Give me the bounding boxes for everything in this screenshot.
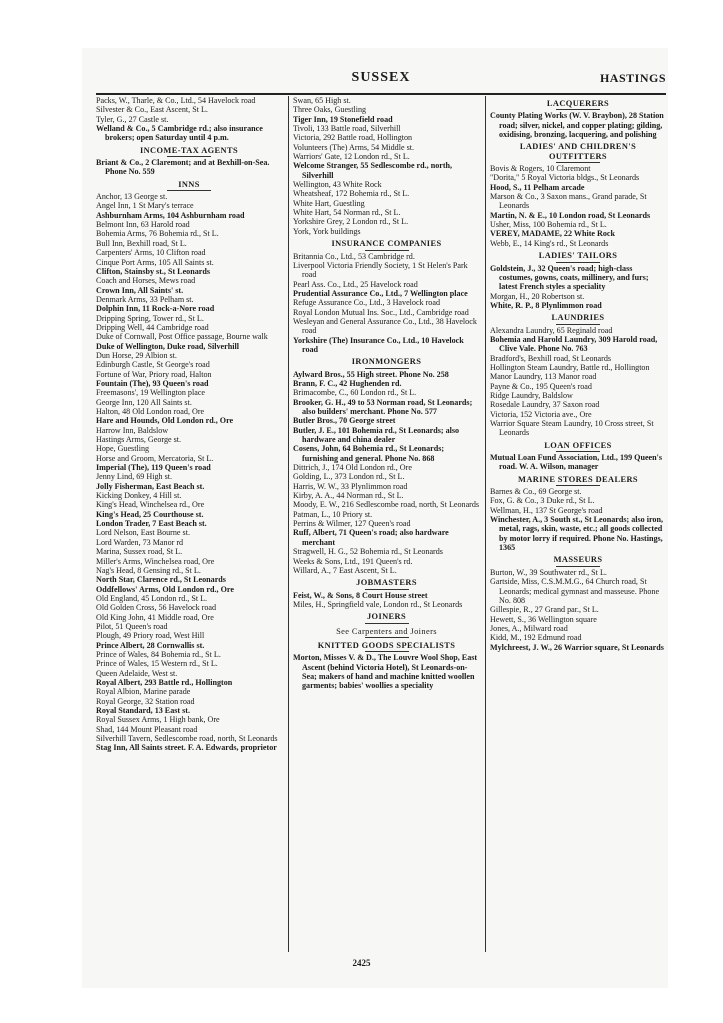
directory-entry: Wellington, 43 White Rock xyxy=(293,180,382,190)
directory-entry: Ruff, Albert, 71 Queen's road; also hardware merchant xyxy=(293,528,449,547)
directory-entry: Wheatsheaf, 172 Bohemia rd., St L. xyxy=(293,189,410,199)
section-heading: KNITTED GOODS SPECIALISTS xyxy=(293,641,480,652)
directory-entry: Prince of Wales, 84 Bohemia rd., St L. xyxy=(96,649,221,659)
section-heading: INCOME-TAX AGENTS xyxy=(96,146,282,157)
directory-entry: Royal Standard, 13 East st. xyxy=(96,706,190,715)
directory-entry: Duke of Wellington, Duke road, Silverhill xyxy=(96,341,239,351)
directory-entry: Fortune of War, Priory road, Halton xyxy=(96,369,212,379)
directory-entry: Horse and Groom, Mercatoria, St L. xyxy=(96,453,214,463)
section-heading: LOAN OFFICES xyxy=(490,441,666,452)
directory-entry: Lord Nelson, East Bourne st. xyxy=(96,528,190,538)
section-heading: IRONMONGERS xyxy=(293,357,480,368)
directory-entry: Old England, 45 London rd., St L. xyxy=(96,593,208,603)
directory-entry: North Star, Clarence rd., St Leonards xyxy=(96,575,226,585)
section-heading: MASSEURS xyxy=(490,555,666,566)
page-title: SUSSEX xyxy=(351,70,411,85)
directory-entry: Bull Inn, Bexhill road, St L. xyxy=(96,238,187,248)
section-heading: JOBMASTERS xyxy=(293,578,480,589)
directory-entry: London Trader, 7 East Beach st. xyxy=(96,519,207,529)
directory-entry: Cosens, John, 64 Bohemia rd., St Leonards; furnishing and general. Phone No. 868 xyxy=(293,444,445,463)
directory-entry: Jolly Fisherman, East Beach st. xyxy=(96,481,205,491)
directory-entry: Warrior Square Steam Laundry, 10 Cross street, St Leonards xyxy=(490,419,654,438)
page-number: 2425 xyxy=(352,958,371,968)
directory-entry: Hope, Guestling xyxy=(96,444,150,454)
directory-entry: Alexandra Laundry, 65 Reginald road xyxy=(490,325,613,335)
directory-entry: Liverpool Victoria Friendly Society, 1 St Helen's Park road xyxy=(293,260,468,280)
directory-entry: Barnes & Co., 69 George st. xyxy=(490,487,582,497)
directory-entry: Plough, 49 Priory road, West Hill xyxy=(96,631,205,641)
directory-entry: Wesleyan and General Assurance Co., Ltd., 38 Havelock road xyxy=(293,316,477,336)
cross-reference: See Carpenters and Joiners xyxy=(293,627,480,638)
directory-entry: Shad, 144 Mount Pleasant road xyxy=(96,724,198,734)
directory-entry: Brimacombe, C., 60 London rd., St L. xyxy=(293,388,417,398)
directory-entry: Belmont Inn, 63 Harold road xyxy=(96,220,190,230)
directory-entry: Harrow Inn, Baldslow xyxy=(96,425,169,435)
directory-entry: Welcome Stranger, 55 Sedlescombe rd., north, Silverhill xyxy=(293,161,453,180)
directory-entry: Freemasons', 19 Wellington place xyxy=(96,388,206,398)
directory-entry: County Plating Works (W. V. Braybon), 28 Station road; silver, nickel, and copper plating; gilding, oxidising, bronzing, lacquering, and polishing xyxy=(490,111,664,140)
directory-entry: Fountain (The), 93 Queen's road xyxy=(96,378,209,388)
directory-entry: Queen Adelaide, West st. xyxy=(96,668,178,678)
section-heading: JOINERS xyxy=(293,612,480,623)
directory-entry: Dripping Spring, Tower rd., St L. xyxy=(96,313,204,323)
directory-entry: Gillespie, R., 27 Grand par., St L. xyxy=(490,605,599,615)
directory-entry: Miles, H., Springfield vale, London rd., St Leonards xyxy=(293,599,463,609)
directory-entry: Refuge Assurance Co., Ltd., 3 Havelock road xyxy=(293,298,440,308)
directory-entry: Bohemia Arms, 76 Bohemia rd., St L. xyxy=(96,229,219,239)
directory-entry: Weeks & Sons, Ltd., 191 Queen's rd. xyxy=(293,556,413,566)
header-rule xyxy=(96,93,666,95)
section-heading: INNS xyxy=(96,180,282,191)
directory-entry: Yorkshire (The) Insurance Co., Ltd., 10 Havelock road xyxy=(293,335,464,354)
directory-entry: Perrins & Wilmer, 127 Queen's road xyxy=(293,519,411,529)
directory-entry: Welland & Co., 5 Cambridge rd.; also insurance brokers; open Saturday until 4 p.m. xyxy=(96,124,263,143)
section-heading: LADIES' AND CHILDREN'S OUTFITTERS xyxy=(490,142,666,163)
directory-entry: Usher, Miss, 100 Bohemia rd., St L. xyxy=(490,220,607,230)
directory-entry: Tivoli, 133 Battle road, Silverhill xyxy=(293,124,401,134)
directory-entry: Goldstein, J., 32 Queen's road; high-class costumes, gowns, coats, millinery, and furs; latest French styles a speciality xyxy=(490,263,649,292)
directory-entry: Brann, F. C., 42 Hughenden rd. xyxy=(293,378,402,388)
directory-entry: Britannia Co., Ltd., 53 Cambridge rd. xyxy=(293,251,415,261)
directory-entry: Gartside, Miss, C.S.M.M.G., 64 Church road, St Leonards; medical gymnast and masseuse. Phone No. 808 xyxy=(490,577,660,605)
section-heading: LAUNDRIES xyxy=(490,313,666,324)
directory-entry: King's Head, 25 Courthouse st. xyxy=(96,509,204,519)
directory-entry: Webb, E., 14 King's rd., St Leonards xyxy=(490,238,609,248)
directory-entry: VEREY, MADAME, 22 White Rock xyxy=(490,229,616,239)
directory-entry: Golding, L., 373 London rd., St L. xyxy=(293,472,405,482)
directory-entry: Dripping Well, 44 Cambridge road xyxy=(96,322,209,332)
directory-entry: Bovis & Rogers, 10 Claremont xyxy=(490,164,591,174)
directory-entry: Volunteers (The) Arms, 54 Middle st. xyxy=(293,142,415,152)
section-heading: LADIES' TAILORS xyxy=(490,251,666,262)
directory-entry: Willard, A., 7 East Ascent, St L. xyxy=(293,565,397,575)
directory-entry: Angel Inn, 1 St Mary's terrace xyxy=(96,201,194,211)
directory-entry: Lord Warden, 73 Manor rd xyxy=(96,537,184,547)
directory-entry: Mylchreest, J. W., 26 Warrior square, St Leonards xyxy=(490,642,664,652)
directory-entry: Marson & Co., 3 Saxon mans., Grand parade, St Leonards xyxy=(490,192,647,211)
directory-entry: Edinburgh Castle, St George's road xyxy=(96,360,210,370)
directory-entry: Dun Horse, 29 Albion st. xyxy=(96,350,177,360)
directory-entry: King's Head, Winchelsea rd., Ore xyxy=(96,500,205,510)
directory-entry: Morton, Misses V. & D., The Louvre Wool Shop, East Ascent (behind Victoria Hotel), St Leonards-on-Sea; makers of hand and machine knitted woollen garments; babies' woollies a speciality xyxy=(293,653,478,691)
directory-entry: Imperial (The), 119 Queen's road xyxy=(96,463,211,473)
directory-entry: Bohemia and Harold Laundry, 309 Harold road, Clive Vale. Phone No. 763 xyxy=(490,334,658,354)
directory-entry: Moody, E. W., 216 Sedlescombe road, north, St Leonards xyxy=(293,500,480,510)
section-heading: MARINE STORES DEALERS xyxy=(490,475,666,486)
directory-entry: Burton, W., 39 Southwater rd., St L. xyxy=(490,567,607,577)
directory-entry: George Inn, 120 All Saints st. xyxy=(96,397,192,407)
directory-entry: Ridge Laundry, Baldslow xyxy=(490,390,573,400)
directory-entry: Bradford's, Bexhill road, St Leonards xyxy=(490,353,612,363)
directory-entry: Hare and Hounds, Old London rd., Ore xyxy=(96,416,234,426)
directory-entry: Stag Inn, All Saints street. F. A. Edwards, proprietor xyxy=(96,743,277,753)
directory-entry: Miller's Arms, Winchelsea road, Ore xyxy=(96,556,215,566)
directory-entry: Tiger Inn, 19 Stonefield road xyxy=(293,114,393,124)
directory-entry: Pilot, 51 Queen's road xyxy=(96,621,168,631)
directory-entry: Royal Sussex Arms, 1 High bank, Ore xyxy=(96,715,220,725)
column-divider xyxy=(288,96,289,952)
directory-entry: Ashburnham Arms, 104 Ashburnham road xyxy=(96,210,245,220)
directory-entry: Warriors' Gate, 12 London rd., St L. xyxy=(293,152,410,162)
directory-entry: "Dorita," 5 Royal Victoria bldgs., St Leonards xyxy=(490,173,640,183)
directory-entry: White, R. P., 8 Plynlimmon road xyxy=(490,300,602,310)
page-header xyxy=(96,70,666,92)
directory-entry: Carpenters' Arms, 10 Clifton road xyxy=(96,248,206,258)
running-head-place: HASTINGS xyxy=(599,71,666,85)
directory-entry: Clifton, Stainsby st., St Leonards xyxy=(96,266,211,276)
directory-entry: Denmark Arms, 33 Pelham st. xyxy=(96,294,194,304)
directory-entry: Halton, 48 Old London road, Ore xyxy=(96,407,205,416)
directory-entry: Winchester, A., 3 South st., St Leonards; also iron, metal, rags, skin, waste, etc.; all goods collected by motor lorry if required. Phone No. Hastings, 1365 xyxy=(490,515,663,553)
directory-entry: Coach and Horses, Mews road xyxy=(96,276,196,286)
directory-entry: Old King John, 41 Middle road, Ore xyxy=(96,612,214,622)
directory-entry: Aylward Bros., 55 High street. Phone No. 258 xyxy=(293,369,449,379)
directory-entry: Morgan, H., 20 Robertson st. xyxy=(490,291,585,301)
directory-entry: Hastings Arms, George st. xyxy=(96,435,182,445)
directory-entry: Kicking Donkey, 4 Hill st. xyxy=(96,491,182,501)
directory-entry: Fox, G. & Co., 3 Duke rd., St L. xyxy=(490,496,595,506)
directory-entry: Hewett, S., 36 Wellington square xyxy=(490,614,597,624)
directory-entry: Butler, J. E., 101 Bohemia rd., St Leonards; also hardware and china dealer xyxy=(293,425,460,445)
directory-entry: Tyler, G., 27 Castle st. xyxy=(96,114,169,124)
directory-entry: Cinque Port Arms, 105 All Saints st. xyxy=(96,257,214,267)
directory-entry: Prudential Assurance Co., Ltd., 7 Wellington place xyxy=(293,288,468,298)
directory-entry: White Hart, Guestling xyxy=(293,198,365,208)
directory-entry: Jones, A., Milward road xyxy=(490,623,568,633)
directory-entry: Victoria, 292 Battle road, Hollington xyxy=(293,133,413,143)
column-3 xyxy=(490,96,666,956)
directory-entry: Oddfellows' Arms, Old London rd., Ore xyxy=(96,584,234,594)
directory-entry: Prince of Wales, 15 Western rd., St L. xyxy=(96,659,218,669)
section-heading: INSURANCE COMPANIES xyxy=(293,239,480,250)
directory-entry: Packs, W., Tharle, & Co., Ltd., 54 Havelock road xyxy=(96,96,256,105)
directory-entry: Martin, N. & E., 10 London road, St Leonards xyxy=(490,210,651,220)
column-divider xyxy=(485,96,486,952)
directory-entry: Victoria, 152 Victoria ave., Ore xyxy=(490,409,592,419)
directory-entry: Pearl Ass. Co., Ltd., 25 Havelock road xyxy=(293,279,418,289)
directory-entry: Kirby, A. A., 44 Norman rd., St L. xyxy=(293,491,404,501)
directory-entry: Royal George, 32 Station road xyxy=(96,696,195,706)
directory-entry: Payne & Co., 195 Queen's road xyxy=(490,381,592,391)
directory-entry: Hollington Steam Laundry, Battle rd., Hollington xyxy=(490,362,650,372)
directory-entry: Three Oaks, Guestling xyxy=(293,105,367,115)
directory-entry: Duke of Cornwall, Post Office passage, Bourne walk xyxy=(96,332,268,342)
directory-entry: Silvester & Co., East Ascent, St L. xyxy=(96,105,208,115)
directory-entry: Mutual Loan Fund Association, Ltd., 199 Queen's road. W. A. Wilson, manager xyxy=(490,453,663,472)
directory-entry: Royal London Mutual Ins. Soc., Ltd., Cambridge road xyxy=(293,307,469,317)
directory-entry: Butler Bros., 70 George street xyxy=(293,416,396,426)
directory-entry: Briant & Co., 2 Claremont; and at Bexhill-on-Sea. Phone No. 559 xyxy=(96,158,270,177)
directory-entry: Stragwell, H. G., 52 Bohemia rd., St Leonards xyxy=(293,547,443,557)
directory-entry: Swan, 65 High st. xyxy=(293,96,351,105)
directory-entry: Dittrich, J., 174 Old London rd., Ore xyxy=(293,463,412,473)
directory-entry: Royal Albert, 293 Battle rd., Hollington xyxy=(96,677,233,687)
directory-entry: Jenny Lind, 69 High st. xyxy=(96,472,172,482)
directory-entry: York, York buildings xyxy=(293,226,361,236)
directory-entry: White Hart, 54 Norman rd., St L. xyxy=(293,208,401,218)
directory-entry: Royal Albion, Marine parade xyxy=(96,687,191,697)
directory-entry: Silverhill Tavern, Sedlescombe road, north, St Leonards xyxy=(96,734,278,744)
directory-entry: Crown Inn, All Saints' st. xyxy=(96,285,184,295)
directory-entry: Dolphin Inn, 11 Rock-a-Nore road xyxy=(96,304,215,314)
directory-entry: Prince Albert, 28 Cornwallis st. xyxy=(96,640,205,650)
directory-entry: Harris, W. W., 33 Plynlimmon road xyxy=(293,481,408,491)
directory-entry: Patman, L., 10 Priory st. xyxy=(293,509,373,519)
column-1 xyxy=(96,96,282,956)
section-heading: LACQUERERS xyxy=(490,99,666,110)
directory-entry: Nag's Head, 8 Gensing rd., St L. xyxy=(96,565,201,575)
directory-entry: Rosedale Laundry, 37 Saxon road xyxy=(490,400,600,410)
directory-entry: Anchor, 13 George st. xyxy=(96,192,168,202)
directory-entry: Feist, W., & Sons, 8 Court House street xyxy=(293,590,428,600)
directory-entry: Old Golden Cross, 56 Havelock road xyxy=(96,603,217,613)
directory-entry: Brooker, G. H., 49 to 53 Norman road, St Leonards; also builders' merchant. Phone No. 577 xyxy=(293,397,473,416)
directory-entry: Wellman, H., 137 St George's road xyxy=(490,505,603,515)
directory-entry: Hood, S., 11 Pelham arcade xyxy=(490,182,585,192)
column-2 xyxy=(293,96,480,956)
directory-entry: Yorkshire Grey, 2 London rd., St L. xyxy=(293,217,409,227)
directory-entry: Marina, Sussex road, St L. xyxy=(96,547,183,557)
directory-entry: Manor Laundry, 113 Manor road xyxy=(490,372,597,382)
directory-entry: Kidd, M., 192 Edmund road xyxy=(490,633,582,643)
